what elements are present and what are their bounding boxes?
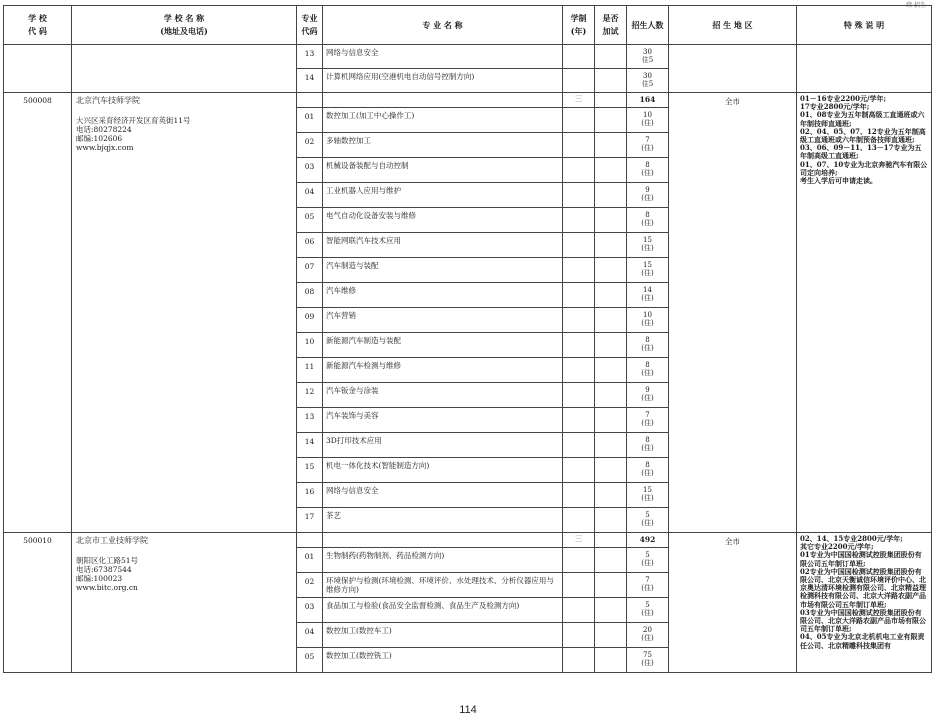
dorm-cell — [595, 69, 627, 93]
dorm-cell — [595, 208, 627, 233]
major-plan: 5 (住) — [627, 598, 669, 623]
major-plan: 5 (住) — [627, 508, 669, 533]
major-code: 14 — [297, 69, 323, 93]
major-code — [297, 533, 323, 548]
school-years: 三 — [563, 93, 595, 108]
major-code: 16 — [297, 483, 323, 508]
dorm-cell — [595, 158, 627, 183]
header-notes: 特 殊 说 明 — [797, 6, 932, 45]
school-postal: 邮编:102606 — [76, 134, 123, 143]
dorm-cell — [595, 573, 627, 598]
major-name: 新能源汽车检测与维修 — [323, 358, 563, 383]
school-summary-row — [4, 533, 932, 548]
major-plan: 8 (住) — [627, 208, 669, 233]
dorm-cell — [595, 283, 627, 308]
school-info-cell — [72, 45, 297, 93]
school-years: 三 — [563, 533, 595, 548]
major-name: 汽车装饰与美容 — [323, 408, 563, 433]
major-code: 13 — [297, 45, 323, 69]
table-row — [4, 45, 932, 69]
dorm-cell — [595, 623, 627, 648]
major-name: 网络与信息安全 — [323, 45, 563, 69]
major-name: 新能源汽车制造与装配 — [323, 333, 563, 358]
major-name: 多轴数控加工 — [323, 133, 563, 158]
major-name: 数控加工(加工中心操作工) — [323, 108, 563, 133]
major-plan: 8 (住) — [627, 458, 669, 483]
major-code: 05 — [297, 208, 323, 233]
years-cell — [563, 45, 595, 69]
years-cell — [563, 158, 595, 183]
school-code: 500008 — [4, 93, 72, 533]
years-cell — [563, 433, 595, 458]
major-code: 17 — [297, 508, 323, 533]
school-summary-row — [4, 93, 932, 108]
major-plan: 8 (住) — [627, 333, 669, 358]
years-cell — [563, 483, 595, 508]
dorm-cell — [595, 648, 627, 673]
major-code: 01 — [297, 108, 323, 133]
years-cell — [563, 283, 595, 308]
major-name — [323, 93, 563, 108]
school-note: 01－16专业2200元/学年; 17专业2800元/学年; 01、08专业为五年制高级工直通班或六年制技师直通班; 02、04、05、07、12专业为五年制高级工直通班或六年制预备技师直通班; 03、06、09－11、13－17专业为五年制高级工直通班; 01、07、10专业为北京奔驰汽车有限公司定向培养; 考生入学后可申请走读。 — [797, 93, 932, 533]
school-code: 500010 — [4, 533, 72, 673]
enrollment-table — [3, 5, 932, 673]
years-cell — [563, 458, 595, 483]
spacer — [76, 106, 292, 116]
major-name: 食品加工与检验(食品安全监督检测、食品生产及检测方向) — [323, 598, 563, 623]
region-cell — [669, 45, 797, 93]
school-phone: 电话:67387544 — [76, 565, 132, 574]
notes-cell — [797, 45, 932, 93]
years-cell — [563, 183, 595, 208]
school-code-cell — [4, 45, 72, 93]
major-code: 06 — [297, 233, 323, 258]
top-note: 续 招生 — [906, 2, 926, 9]
major-code: 13 — [297, 408, 323, 433]
major-name: 汽车营销 — [323, 308, 563, 333]
years-cell — [563, 358, 595, 383]
major-plan: 30 住5 — [627, 45, 669, 69]
years-cell — [563, 598, 595, 623]
major-name: 计算机网络应用(空港机电自动信号控制方向) — [323, 69, 563, 93]
major-plan: 7 (住) — [627, 408, 669, 433]
major-name: 汽车维修 — [323, 283, 563, 308]
school-address: 大兴区采育经济开发区育英街11号 — [76, 116, 191, 125]
years-cell — [563, 508, 595, 533]
dorm-cell — [595, 458, 627, 483]
dorm-cell — [595, 548, 627, 573]
years-cell — [563, 623, 595, 648]
major-code: 02 — [297, 133, 323, 158]
header-row — [4, 6, 932, 45]
major-name: 数控加工(数控车工) — [323, 623, 563, 648]
dorm-cell — [595, 433, 627, 458]
major-code: 05 — [297, 648, 323, 673]
school-postal: 邮编:100023 — [76, 574, 123, 583]
school-region: 全市 — [669, 93, 797, 533]
years-cell — [563, 133, 595, 158]
school-info — [72, 93, 297, 533]
header-major-code: 专业 代码 — [297, 6, 323, 45]
header-quota: 招生人数 — [627, 6, 669, 45]
school-total: 164 — [627, 93, 669, 108]
major-code: 10 — [297, 333, 323, 358]
dorm-cell — [595, 333, 627, 358]
spacer — [76, 546, 292, 556]
years-cell — [563, 548, 595, 573]
school-web: www.bitc.org.cn — [76, 583, 138, 592]
dorm-cell — [595, 183, 627, 208]
school-name: 北京汽车技师学院 — [76, 96, 140, 105]
major-name: 机电一体化技术(智能制造方向) — [323, 458, 563, 483]
dorm-cell — [595, 308, 627, 333]
major-plan: 9 (住) — [627, 183, 669, 208]
major-plan: 15 (住) — [627, 258, 669, 283]
major-plan: 8 (住) — [627, 433, 669, 458]
major-name: 汽车制造与装配 — [323, 258, 563, 283]
major-code: 01 — [297, 548, 323, 573]
major-name: 茶艺 — [323, 508, 563, 533]
dorm-cell — [595, 383, 627, 408]
years-cell — [563, 648, 595, 673]
years-cell — [563, 408, 595, 433]
school-info — [72, 533, 297, 673]
major-plan: 8 (住) — [627, 358, 669, 383]
major-name: 机械设备装配与自动控制 — [323, 158, 563, 183]
dorm-cell — [595, 483, 627, 508]
major-plan: 7 (住) — [627, 573, 669, 598]
dorm-cell — [595, 108, 627, 133]
school-web: www.bjqjx.com — [76, 143, 134, 152]
major-code: 03 — [297, 598, 323, 623]
dorm-cell — [595, 598, 627, 623]
major-code: 08 — [297, 283, 323, 308]
major-plan: 10 (住) — [627, 108, 669, 133]
header-years: 学制 (年) — [563, 6, 595, 45]
major-plan: 15 (住) — [627, 233, 669, 258]
school-phone: 电话:80278224 — [76, 125, 132, 134]
major-code: 14 — [297, 433, 323, 458]
header-dorm: 是否 加试 — [595, 6, 627, 45]
major-code: 04 — [297, 183, 323, 208]
header-region: 招 生 地 区 — [669, 6, 797, 45]
major-code: 15 — [297, 458, 323, 483]
dorm-cell — [595, 258, 627, 283]
years-cell — [563, 208, 595, 233]
school-name: 北京市工业技师学院 — [76, 536, 148, 545]
years-cell — [563, 258, 595, 283]
years-cell — [563, 573, 595, 598]
major-code: 11 — [297, 358, 323, 383]
major-code: 04 — [297, 623, 323, 648]
school-total: 492 — [627, 533, 669, 548]
header-school-code: 学 校 代 码 — [4, 6, 72, 45]
major-name: 环境保护与检测(环境检测、环境评价、水处理技术、分析仪器应用与维修方向) — [323, 573, 563, 598]
major-plan: 15 (住) — [627, 483, 669, 508]
major-code: 09 — [297, 308, 323, 333]
major-code — [297, 93, 323, 108]
major-plan: 10 (住) — [627, 308, 669, 333]
major-plan: 14 (住) — [627, 283, 669, 308]
major-plan: 30 住5 — [627, 69, 669, 93]
major-code: 07 — [297, 258, 323, 283]
major-plan: 5 (住) — [627, 548, 669, 573]
years-cell — [563, 333, 595, 358]
major-plan: 9 (住) — [627, 383, 669, 408]
major-plan: 20 (住) — [627, 623, 669, 648]
dorm-cell — [595, 233, 627, 258]
school-address: 朝阳区化工路51号 — [76, 556, 139, 565]
major-name: 智能网联汽车技术应用 — [323, 233, 563, 258]
major-plan: 8 (住) — [627, 158, 669, 183]
major-name: 工业机器人应用与维护 — [323, 183, 563, 208]
years-cell — [563, 383, 595, 408]
header-major-name: 专 业 名 称 — [323, 6, 563, 45]
major-plan: 75 (住) — [627, 648, 669, 673]
major-name: 电气自动化设备安装与维修 — [323, 208, 563, 233]
major-name: 数控加工(数控铣工) — [323, 648, 563, 673]
dorm-cell — [595, 93, 627, 108]
major-name: 网络与信息安全 — [323, 483, 563, 508]
years-cell — [563, 108, 595, 133]
major-name: 生物制药(药物制剂、药品检测方向) — [323, 548, 563, 573]
header-school-name: 学 校 名 称 (地址及电话) — [72, 6, 297, 45]
major-name: 3D打印技术应用 — [323, 433, 563, 458]
major-code: 02 — [297, 573, 323, 598]
dorm-cell — [595, 358, 627, 383]
major-code: 03 — [297, 158, 323, 183]
major-name: 汽车钣金与涂装 — [323, 383, 563, 408]
dorm-cell — [595, 133, 627, 158]
major-name — [323, 533, 563, 548]
school-region: 全市 — [669, 533, 797, 673]
dorm-cell — [595, 508, 627, 533]
school-note: 02、14、15专业2800元/学年; 其它专业2200元/学年; 01专业为中国国检测试控股集团股份有限公司五年制订单班; 02专业为中国国检测试控股集团股份有限公司、北京天衡诚信环境评价中心、北京奥达清环境检测有限公司、北京精益理检测科技有限公司、北京大洋路农副产品市场有限公司五年制订单班; 03专业为中国国检测试控股集团股份有限公司、北京大洋路农副产品市场有限公司五年制订单班; 04、05专业为北京北机机电工业有限责任公司、北京精雕科技集团有 — [797, 533, 932, 673]
dorm-cell — [595, 45, 627, 69]
dorm-cell — [595, 533, 627, 548]
major-plan: 7 (住) — [627, 133, 669, 158]
years-cell — [563, 308, 595, 333]
major-code: 12 — [297, 383, 323, 408]
years-cell — [563, 69, 595, 93]
dorm-cell — [595, 408, 627, 433]
years-cell — [563, 233, 595, 258]
page-number: 114 — [459, 704, 477, 716]
